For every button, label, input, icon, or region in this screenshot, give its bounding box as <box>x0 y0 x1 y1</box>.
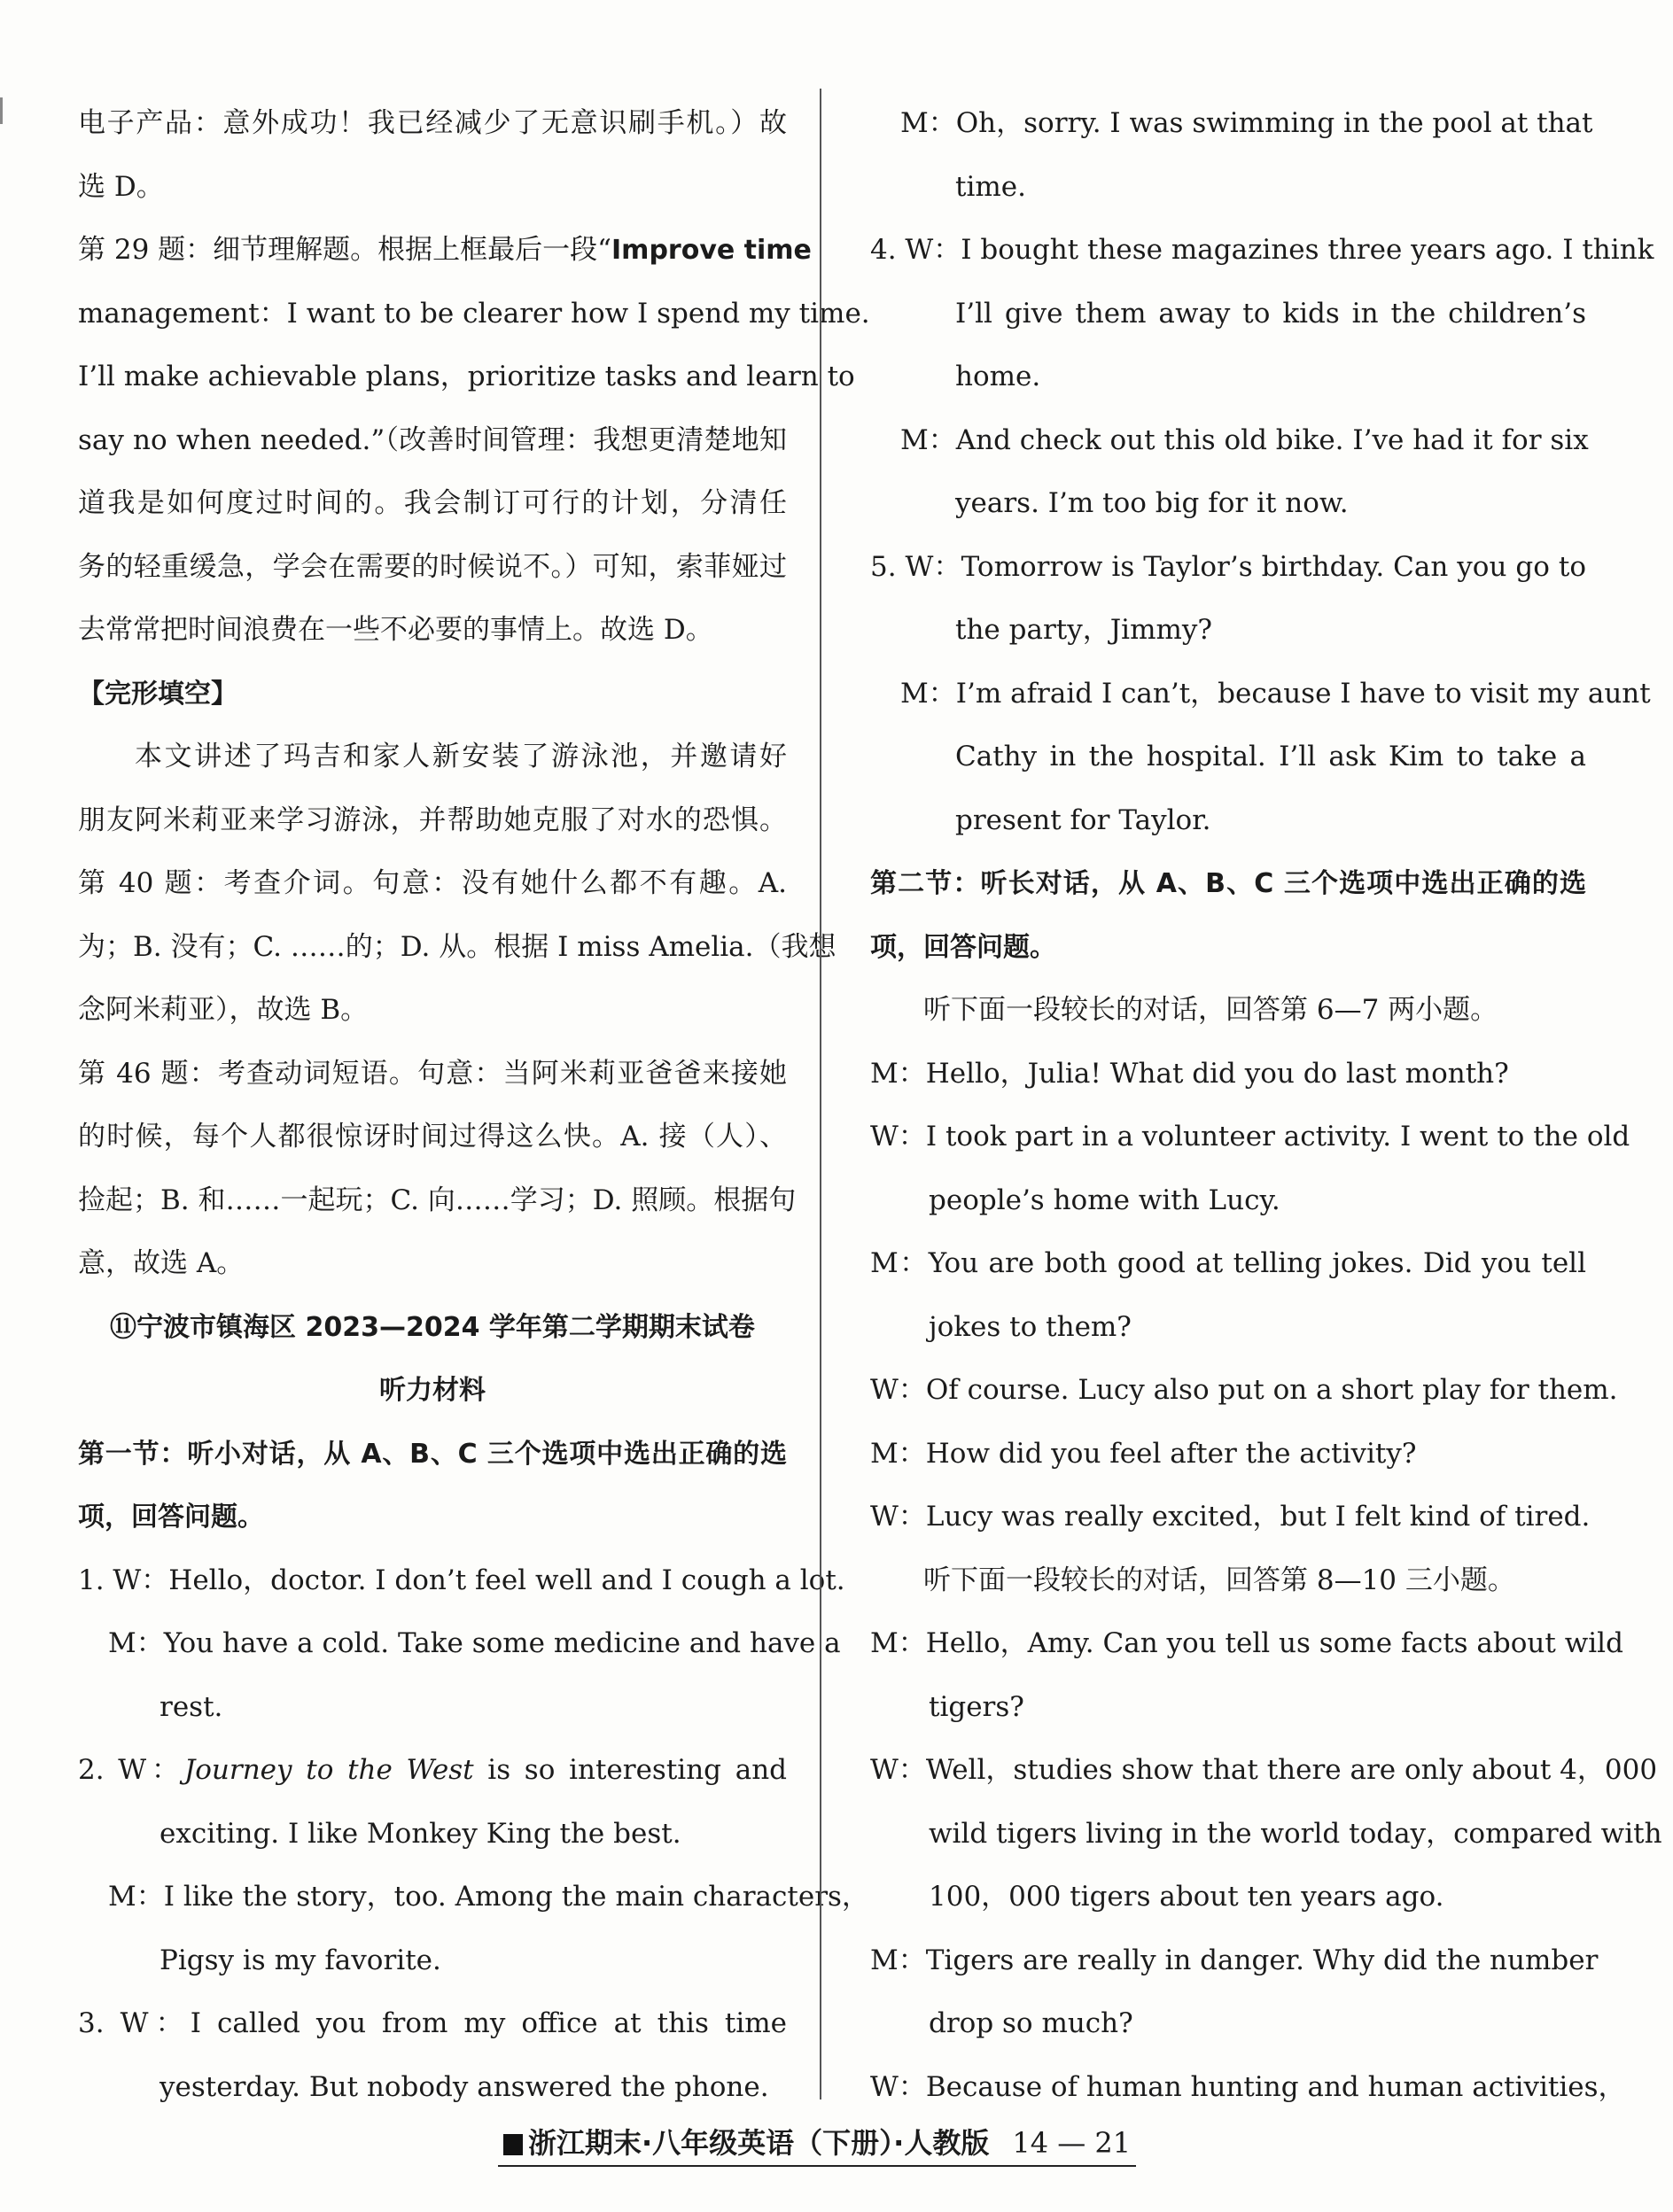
section-heading: 项，回答问题。 <box>78 1502 264 1533</box>
dialogue-line: drop so much? <box>929 2007 1133 2039</box>
section-heading: 项，回答问题。 <box>870 931 1056 963</box>
dialogue-line: M：How did you feel after the activity? <box>870 1437 1417 1470</box>
dialogue-line: Pigsy is my favorite. <box>160 1944 441 1976</box>
dialogue-line: M：You are both good at telling jokes. Did you tell <box>870 1247 1586 1279</box>
text-line: 去常常把时间浪费在一些不必要的事情上。故选 D。 <box>78 614 713 646</box>
dialogue-line: W：Because of human hunting and human activities， <box>870 2070 1626 2103</box>
dialogue-line: M：You have a cold. Take some medicine and have a <box>108 1627 841 1659</box>
text-run: is so interesting and <box>473 1754 788 1786</box>
page-number: 14 — 21 <box>1012 2126 1132 2160</box>
page-edge-mark <box>0 97 3 124</box>
text-line: 朋友阿米莉亚来学习游泳，并帮助她克服了对水的恐惧。 <box>78 803 787 836</box>
exam-subtitle: 听力材料 <box>379 1375 486 1406</box>
dialogue-line: 100，000 tigers about ten years ago. <box>929 1881 1444 1913</box>
dialogue-line: M：Oh，sorry. I was swimming in the pool at that <box>900 107 1593 139</box>
book-icon <box>503 2134 523 2155</box>
text-line: 第 40 题：考查介词。句意：没有她什么都不有趣。A. <box>78 867 787 899</box>
text-line: 道我是如何度过时间的。我会制订可行的计划，分清任 <box>78 487 787 519</box>
dialogue-line: I’ll give them away to kids in the children’s <box>955 297 1586 330</box>
instruction-line: 听下面一段较长的对话，回答第 6—7 两小题。 <box>923 994 1498 1026</box>
dialogue-line: home. <box>955 361 1041 392</box>
dialogue-line: present for Taylor. <box>955 803 1211 836</box>
dialogue-line <box>78 1739 787 1803</box>
text-run: 第 29 题：细节理解题。根据上框最后一段“ <box>78 234 612 266</box>
text-line: 捡起；B. 和……一起玩；C. 向……学习；D. 照顾。根据句 <box>78 1184 797 1216</box>
dialogue-line: years. I’m too big for it now. <box>955 487 1349 519</box>
bold-phrase: Improve time <box>611 235 812 266</box>
dialogue-line: M：And check out this old bike. I’ve had it for six <box>900 423 1589 456</box>
text-line <box>78 219 812 283</box>
dialogue-line: time. <box>955 170 1026 203</box>
right-column <box>870 92 1662 2119</box>
dialogue-line: W：Lucy was really excited，but I felt kind of tired. <box>870 1501 1591 1533</box>
dialogue-line: wild tigers living in the world today，compared with <box>929 1817 1662 1850</box>
text-line: 的时候，每个人都很惊讶时间过得这么快。A. 接（人）、 <box>78 1121 787 1153</box>
section-heading: 第一节：听小对话，从 A、B、C 三个选项中选出正确的选 <box>78 1438 787 1470</box>
dialogue-line: 3. W：I called you from my office at this time <box>78 2007 787 2039</box>
text-line: 本文讲述了玛吉和家人新安装了游泳池，并邀请好 <box>135 741 787 772</box>
dialogue-line: W：I took part in a volunteer activity. I went to the old <box>870 1121 1630 1153</box>
page-footer <box>498 2121 1136 2167</box>
section-heading: 【完形填空】 <box>78 678 237 710</box>
dialogue-line: 5. W：Tomorrow is Taylor’s birthday. Can you go to <box>870 550 1586 583</box>
dialogue-line: M：Tigers are really in danger. Why did the number <box>870 1944 1599 1976</box>
dialogue-line: 1. W：Hello，doctor. I don’t feel well and I cough a lot. <box>78 1564 845 1596</box>
text-line: management：I want to be clearer how I spend my time. <box>78 297 870 330</box>
footer-title: 浙江期末·八年级英语（下册）·人教版 <box>528 2126 990 2160</box>
text-run: 2. W： <box>78 1754 184 1786</box>
dialogue-line: tigers? <box>929 1690 1024 1723</box>
dialogue-line: exciting. I like Monkey King the best. <box>160 1817 681 1850</box>
instruction-line: 听下面一段较长的对话，回答第 8—10 三小题。 <box>923 1564 1515 1596</box>
dialogue-line: Cathy in the hospital. I’ll ask Kim to take a <box>955 741 1586 772</box>
column-divider <box>820 89 821 2099</box>
exam-title: ⑪宁波市镇海区 2023—2024 学年第二学期期末试卷 <box>110 1311 755 1343</box>
dialogue-line: M：Hello，Julia! What did you do last month? <box>870 1057 1509 1090</box>
text-line: 选 D。 <box>78 170 164 203</box>
dialogue-line: W：Of course. Lucy also put on a short play for them. <box>870 1374 1618 1406</box>
dialogue-line: yesterday. But nobody answered the phone. <box>160 2070 769 2103</box>
text-line: 务的轻重缓急，学会在需要的时候说不。）可知，索菲娅过 <box>78 550 787 583</box>
text-line: I’ll make achievable plans，prioritize tasks and learn to <box>78 361 855 392</box>
section-heading: 第二节：听长对话，从 A、B、C 三个选项中选出正确的选 <box>870 868 1586 899</box>
text-line: 意，故选 A。 <box>78 1247 245 1279</box>
left-column <box>78 92 870 2119</box>
dialogue-line: W：Well，studies show that there are only about 4，000 <box>870 1754 1658 1786</box>
text-line: 念阿米莉亚），故选 B。 <box>78 994 369 1026</box>
text-line: say no when needed.”（改善时间管理：我想更清楚地知 <box>78 423 787 456</box>
dialogue-line: jokes to them? <box>929 1310 1132 1343</box>
dialogue-line: rest. <box>160 1690 223 1723</box>
dialogue-line: the party，Jimmy? <box>955 614 1213 646</box>
book-title: Journey to the West <box>183 1754 474 1786</box>
text-line: 为；B. 没有；C. ……的；D. 从。根据 I miss Amelia.（我想 <box>78 930 836 963</box>
dialogue-line: 4. W：I bought these magazines three years ago. I think <box>870 234 1654 266</box>
dialogue-line: M：I’m afraid I can’t，because I have to visit my aunt <box>900 677 1651 710</box>
dialogue-line: M：Hello，Amy. Can you tell us some facts about wild <box>870 1627 1623 1659</box>
dialogue-line: M：I like the story，too. Among the main characters， <box>108 1881 869 1913</box>
text-line: 电子产品：意外成功！我已经减少了无意识刷手机。）故 <box>78 107 787 139</box>
dialogue-line: people’s home with Lucy. <box>929 1184 1280 1216</box>
text-line: 第 46 题：考查动词短语。句意：当阿米莉亚爸爸来接她 <box>78 1057 787 1090</box>
